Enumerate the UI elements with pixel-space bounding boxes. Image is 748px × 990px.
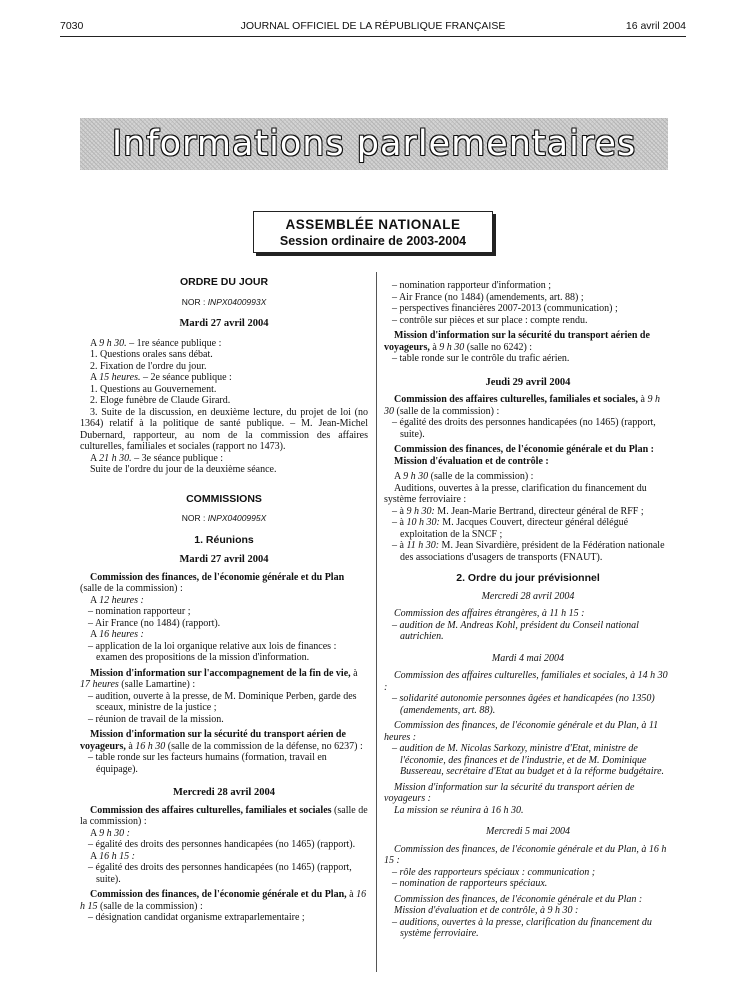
list-item: – audition de M. Andreas Kohl, président du Conseil national autrichien. bbox=[392, 619, 639, 642]
commission-entry: Commission des finances, de l'économie générale et du Plan : bbox=[394, 893, 643, 905]
list-item: 1. Questions au Gouvernement. bbox=[90, 383, 217, 395]
list-item: – auditions, ouvertes à la presse, clarification du financement du système ferroviaire. bbox=[392, 916, 652, 939]
list-item: – nomination de rapporteurs spéciaux. bbox=[392, 878, 548, 889]
commission-entry: Commission des finances, de l'économie générale et du Plan : bbox=[394, 444, 654, 455]
ordre-du-jour-heading: ORDRE DU JOUR bbox=[179, 276, 269, 288]
header-rule bbox=[60, 36, 686, 37]
banner-title: Informations parlementaires bbox=[111, 124, 637, 164]
left-column bbox=[80, 277, 368, 924]
list-item: – table ronde sur les facteurs humains (formation, travail en équipage). bbox=[88, 752, 327, 775]
assembly-name: ASSEMBLÉE NATIONALE bbox=[285, 216, 461, 232]
commission-entry: Commission des affaires culturelles, familiales et sociales (salle de la commission) : bbox=[80, 804, 368, 827]
list-item: – à 11 h 30: M. Jean Sivardière, président de la Fédération nationale des associations d'usagers de transports (FNAUT). bbox=[392, 540, 665, 563]
list-item: – à 9 h 30: M. Jean-Marie Bertrand, directeur général de RFF ; bbox=[392, 505, 644, 517]
day-heading: Jeudi 29 avril 2004 bbox=[485, 376, 571, 388]
list-item: – nomination rapporteur ; bbox=[88, 606, 191, 617]
seance-line: A 15 heures. – 2e séance publique : bbox=[90, 372, 232, 383]
mission-subtitle: Mission d'évaluation et de contrôle : bbox=[394, 455, 549, 467]
list-item: 2. Fixation de l'ordre du jour. bbox=[90, 360, 207, 372]
list-item: Suite de l'ordre du jour de la deuxième séance. bbox=[90, 464, 277, 475]
list-item: – audition, ouverte à la presse, de M. Dominique Perben, garde des sceaux, ministre de la justice ; bbox=[88, 690, 357, 713]
list-item: – à 10 h 30: M. Jacques Couvert, directeur général délégué exploitation de la SNCF ; bbox=[392, 517, 629, 540]
ordre-nor: NOR : INPX0400993X bbox=[181, 296, 267, 307]
time-line: A 12 heures : bbox=[90, 594, 144, 606]
day-heading: Mercredi 5 mai 2004 bbox=[486, 826, 570, 837]
commission-entry: Commission des affaires culturelles, familiales et sociales, à 9 h 30 (salle de la commission) : bbox=[384, 394, 660, 417]
column-divider bbox=[376, 272, 377, 972]
list-item: – audition de M. Nicolas Sarkozy, ministre d'Etat, ministre de l'économie, des finances et de l'industrie, et de M. Dominique Bussereau, secrétaire d'Etat au budget et à la réforme budgétaire. bbox=[392, 743, 665, 777]
commission-entry: Commission des affaires étrangères, à 11 h 15 : bbox=[394, 608, 585, 619]
commissions-heading: COMMISSIONS bbox=[186, 492, 262, 505]
commission-entry: Mission d'information sur la sécurité du transport aérien de voyageurs : bbox=[384, 781, 635, 804]
commission-entry: Mission d'évaluation et de contrôle, à 9 h 30 : bbox=[394, 905, 579, 916]
running-header bbox=[60, 20, 686, 36]
assembly-box bbox=[253, 211, 493, 253]
commission-entry: Mission d'information sur la sécurité du transport aérien de voyageurs, à 9 h 30 (salle no 6242) : bbox=[384, 330, 650, 353]
commissions-nor: NOR : INPX0400995X bbox=[181, 513, 267, 523]
previsionnel-heading: 2. Ordre du jour prévisionnel bbox=[456, 572, 600, 584]
list-item: – égalité des droits des personnes handicapées (no 1465) (rapport, suite). bbox=[88, 862, 352, 885]
time-line: A 9 h 30 (salle de la commission) : bbox=[394, 471, 534, 482]
list-item: – nomination rapporteur d'information ; bbox=[392, 280, 551, 291]
auditions-intro: Auditions, ouvertes à la presse, clarification du financement du système ferroviaire : bbox=[384, 482, 647, 505]
list-item: – table ronde sur le contrôle du trafic aérien. bbox=[392, 353, 570, 364]
list-item: – désignation candidat organisme extraparlementaire ; bbox=[88, 912, 305, 923]
list-item: – contrôle sur pièces et sur place : compte rendu. bbox=[392, 314, 588, 326]
mission-note: La mission se réunira à 16 h 30. bbox=[394, 804, 524, 816]
day-heading: Mardi 4 mai 2004 bbox=[491, 652, 565, 664]
list-item: – égalité des droits des personnes handicapées (no 1465) (rapport). bbox=[88, 839, 356, 850]
list-item: – application de la loi organique relative aux lois de finances : examen des propositions de la mission d'information. bbox=[88, 640, 337, 663]
right-column bbox=[384, 280, 672, 940]
list-item: – solidarité autonomie personnes âgées et handicapées (no 1350) (amendements, art. 88). bbox=[392, 693, 655, 716]
list-item: – Air France (no 1484) (amendements, art. 88) ; bbox=[392, 291, 584, 303]
list-item: – Air France (no 1484) (rapport). bbox=[88, 617, 221, 629]
seance-line: A 21 h 30. – 3e séance publique : bbox=[90, 452, 224, 464]
day-heading: Mardi 27 avril 2004 bbox=[179, 318, 269, 329]
day-heading: Mercredi 28 avril 2004 bbox=[481, 590, 575, 602]
issue-date: 16 avril 2004 bbox=[625, 20, 686, 32]
commission-entry: Commission des affaires culturelles, familiales et sociales, à 14 h 30 : bbox=[384, 670, 668, 693]
time-line: A 16 heures : bbox=[90, 629, 144, 640]
list-item: 3. Suite de la discussion, en deuxième lecture, du projet de loi (no 1364) relatif à la politique de santé publique. – M. Jean-Michel Dubernard, rapporteur, au nom de la commission des affaires culturelles, familiales et sociales (rapport no 1473). bbox=[80, 406, 368, 452]
commission-entry: Mission d'information sur la sécurité du transport aérien de voyageurs, à 16 h 30 (salle de la commission de la défense, no 6237) : bbox=[80, 729, 363, 752]
list-item: 1. Questions orales sans débat. bbox=[90, 349, 213, 360]
list-item: – égalité des droits des personnes handicapées (no 1465) (rapport, suite). bbox=[392, 417, 656, 440]
list-item: – réunion de travail de la mission. bbox=[88, 713, 224, 725]
time-line: A 9 h 30 : bbox=[90, 827, 131, 839]
day-heading: Mardi 27 avril 2004 bbox=[179, 554, 269, 565]
seance-line: A 9 h 30. – 1re séance publique : bbox=[90, 337, 222, 349]
list-item: – perspectives financières 2007-2013 (communication) ; bbox=[392, 303, 618, 314]
commission-entry: Commission des finances, de l'économie générale et du Plan, à 11 heures : bbox=[384, 720, 659, 743]
day-heading: Mercredi 28 avril 2004 bbox=[173, 787, 275, 798]
commission-entry: Mission d'information sur l'accompagnement de la fin de vie, à 17 heures (salle Lamartine) : bbox=[80, 667, 358, 690]
page-number: 7030 bbox=[60, 20, 84, 32]
commission-entry: Commission des finances, de l'économie générale et du Plan, à 16 h 15 : bbox=[384, 843, 667, 866]
commission-entry: Commission des finances, de l'économie générale et du Plan, à 16 h 15 (salle de la commission) : bbox=[80, 889, 367, 912]
time-line: A 16 h 15 : bbox=[90, 850, 136, 862]
list-item: – rôle des rapporteurs spéciaux : communication ; bbox=[392, 866, 596, 878]
section-banner bbox=[80, 118, 668, 170]
journal-title: JOURNAL OFFICIEL DE LA RÉPUBLIQUE FRANÇAISE bbox=[240, 20, 506, 32]
list-item: 2. Eloge funèbre de Claude Girard. bbox=[90, 395, 231, 406]
commission-entry: Commission des finances, de l'économie générale et du Plan (salle de la commission) : bbox=[80, 571, 345, 594]
reunions-heading: 1. Réunions bbox=[194, 533, 254, 546]
session-name: Session ordinaire de 2003-2004 bbox=[279, 233, 467, 248]
